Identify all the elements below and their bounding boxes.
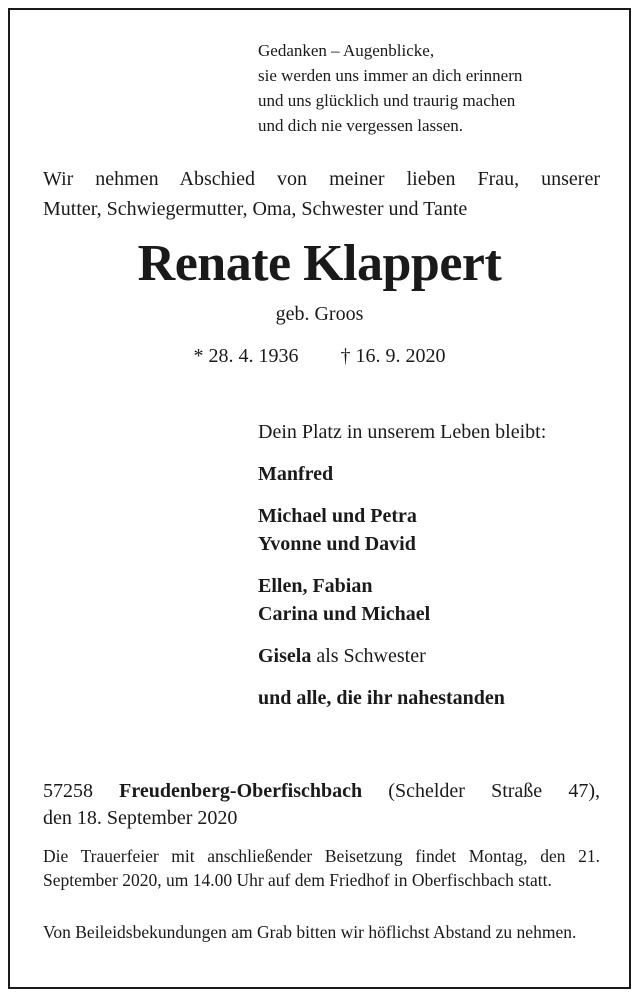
obituary-frame — [8, 8, 631, 989]
intro-line: Wir nehmen Abschied von meiner lieben Frau, unserer — [43, 168, 600, 190]
family-member: Carina und Michael — [258, 603, 431, 625]
sister-role: als Schwester — [311, 645, 426, 667]
address-line — [43, 778, 600, 805]
ceremony-notice: Die Trauerfeier mit anschließender Beisetzung findet Montag, den 21. September 2020, um 14.00 Uhr auf dem Friedhof in Oberfischbach statt. — [43, 846, 600, 890]
family-member: Ellen, Fabian — [258, 575, 373, 597]
family-sister — [258, 642, 426, 670]
intro-line: Mutter, Schwiegermutter, Oma, Schwester und Tante — [43, 198, 468, 220]
street: (Schelder Straße 47), — [362, 780, 601, 802]
deceased-name: Renate Klappert — [137, 235, 502, 292]
town: Freudenberg-Oberfischbach — [119, 780, 363, 802]
life-dates — [10, 342, 629, 370]
poem-line: und dich nie vergessen lassen. — [258, 116, 464, 135]
poem-line: Gedanken – Augenblicke, — [258, 41, 435, 60]
poem-line: sie werden uns immer an dich erinnern — [258, 66, 523, 85]
family-member: Michael und Petra — [258, 505, 417, 527]
poem — [258, 38, 522, 138]
maiden-name: geb. Groos — [275, 303, 364, 325]
birth-date: * 28. 4. 1936 — [193, 345, 299, 367]
family-closing: und alle, die ihr nahestanden — [258, 687, 505, 709]
poem-line: und uns glücklich und traurig machen — [258, 91, 516, 110]
sister-name: Gisela — [258, 645, 312, 667]
address-date: den 18. September 2020 — [43, 807, 238, 829]
address-block — [43, 778, 600, 832]
death-date: † 16. 9. 2020 — [340, 345, 446, 367]
postcode: 57258 — [43, 780, 120, 802]
intro-text — [43, 164, 600, 224]
family-member: Yvonne und David — [258, 533, 416, 555]
family-heading: Dein Platz in unserem Leben bleibt: — [258, 421, 547, 443]
condolence-notice: Von Beileidsbekundungen am Grab bitten wir höflichst Abstand zu nehmen. — [43, 922, 577, 942]
family-member: Manfred — [258, 463, 334, 485]
